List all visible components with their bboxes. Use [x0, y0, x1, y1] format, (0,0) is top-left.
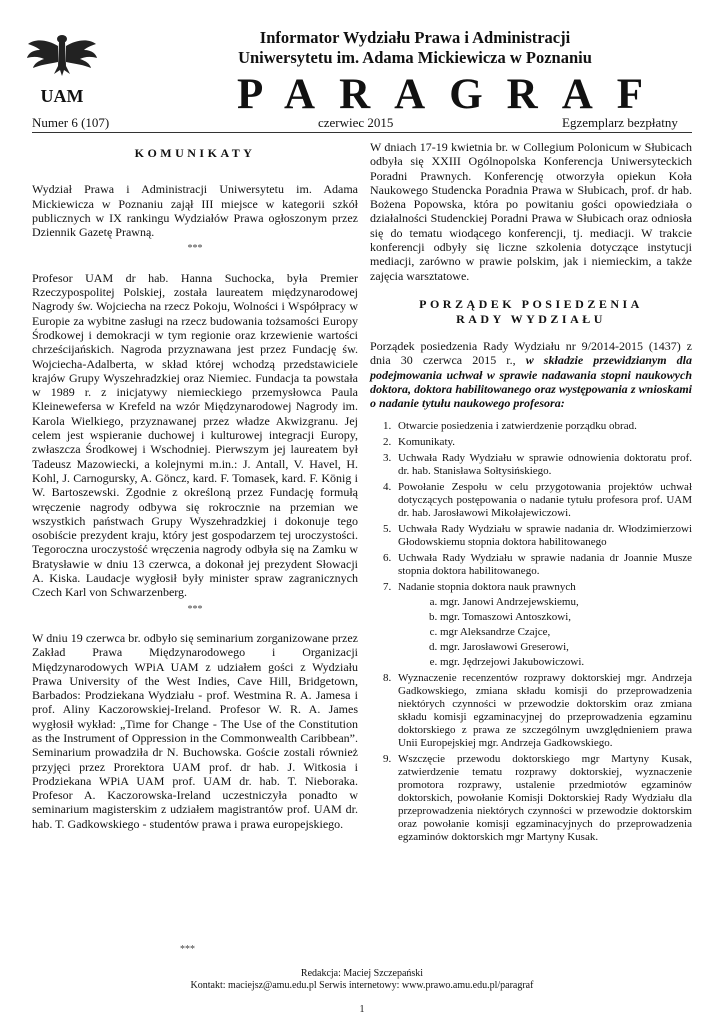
agenda-subitem: d. mgr. Jarosławowi Greserowi,: [440, 641, 692, 654]
news-seminar: W dniu 19 czerwca br. odbyło się seminarium zorganizowane przez Zakład Prawa Międzynarodowego i Organizacji Międzynarodowych WPiA UAM z udziałem gości z Wydziału Prawa University of the West Indies, Cave Hill, Bridgetown, Barbados: Prodziekana Wydziału - prof. Westmina R. A. Jamesa i prof. Aliny Kaczorowskiej-Ireland. Profesor W. R. A. James wygłosił wykład: „Time for Change - The Use of the Constitution as the Instrument of Oppression in the Commonwealth Caribbean”. Seminarium prowadziła dr N. Buchowska. Goście zostali również przyjęci przez Prorektora UAM prof. dr hab. J. Witkosia i Prodziekana WPiA UAM prof. UAM dr. hab. T. Nieboraka. Profesor A. Kaczorowska-Ireland uczestniczyła ponadto w seminarium magisterskim z udziałem magistrantów prof. UAM dr. hab. T. Gadkowskiego - studentów prawa i prawa europejskiego.: [32, 630, 358, 831]
section-heading-komunikaty: KOMUNIKATY: [134, 146, 256, 160]
agenda-intro: [370, 339, 692, 410]
news-ranking: Wydział Prawa i Administracji Uniwersytetu im. Adama Mickiewicza w Poznaniu zajął III miejsce w kategorii szkół publicznych w IX rankingu Wydziałów Prawa ogłoszonym przez Dziennik Gazetę Prawną.: [32, 182, 358, 240]
separator: ***: [187, 603, 203, 615]
separator: ***: [187, 243, 203, 255]
news-conference: W dniach 17-19 kwietnia br. w Collegium Polonicum w Słubicach odbyła się XXIII Ogólnopolska Konferencja Uniwersyteckich Poradni Prawnych. Konferencję otworzyła opiekun Koła Naukowego Studencka Poradnia Prawa w Słubicach, prof. dr hab. Bożena Popowska, która po powitaniu gości opowiedziała o działalności Studenckiej Poradni Prawa w Słubicach oraz odniosła się do tematu wiodącego konferencji, tj. mediacji. W trakcie konferencji odbyły się liczne szkolenia dotyczące instytucji mediacji, zarówno w prawie polskim, jak i niemieckim, a także zajęcia warsztatowe.: [370, 140, 692, 283]
agenda-subitem: e. mgr. Jędrzejowi Jakubowiczowi.: [440, 656, 692, 669]
logo-text: UAM: [40, 86, 84, 106]
agenda-item: 5. Uchwała Rady Wydziału w sprawie nadania dr. Włodzimierzowi Głodowskiemu stopnia doktora habilitowanego: [394, 523, 692, 549]
agenda-item: 4. Powołanie Zespołu w celu przygotowania projektów uchwał dotyczących postępowania o nadanie tytułu profesora prof. UAM dr. hab. Jarosławowi Mikołajewiczowi.: [394, 481, 692, 520]
agenda-list: [370, 420, 692, 844]
footer-separator: ***: [180, 944, 195, 955]
right-column: [370, 140, 692, 847]
agenda-item: 6. Uchwała Rady Wydziału w sprawie nadania dr Joannie Musze stopnia doktora habilitowanego.: [394, 552, 692, 578]
agenda-item-doctorates: [394, 581, 692, 669]
header-rule: [32, 132, 692, 133]
agenda-subitem: c. mgr Aleksandrze Czajce,: [440, 626, 692, 639]
issue-number: Numer 6 (107): [32, 115, 110, 130]
masthead-title: PARAGRAF: [236, 71, 668, 118]
agenda-item: 9. Wszczęcie przewodu doktorskiego mgr Martyny Kusak, zatwierdzenie tematu rozprawy doktorskiej, wyznaczenie promotora rozprawy, ustalenie przedmiotów egzaminów doktorskich, powołanie Komisji Doktorskiej Rady Wydziału dla przeprowadzenia niektórych czynności w przewodzie doktorskim oraz powołanie komisji egzaminacyjnych do przeprowadzenia egzaminów doktorskich mgr Martyny Kusak.: [394, 753, 692, 844]
left-column: [32, 140, 358, 831]
uam-logo: [24, 30, 100, 110]
agenda-subitem: a. mgr. Janowi Andrzejewskiemu,: [440, 596, 692, 609]
header-line2: Uniwersytetu im. Adama Mickiewicza w Poznaniu: [238, 48, 592, 67]
page-number: 1: [359, 1004, 365, 1015]
footer-editor: Redakcja: Maciej Szczepański: [300, 968, 424, 979]
footer-contact: Kontakt: maciejsz@amu.edu.pl Serwis internetowy: www.prawo.amu.edu.pl/paragraf: [190, 980, 534, 991]
issue-date: czerwiec 2015: [318, 115, 394, 130]
heading-line2: RADY WYDZIAŁU: [456, 311, 606, 326]
copy-note: Egzemplarz bezpłatny: [562, 115, 678, 130]
agenda-item-label: Nadanie stopnia doktora nauk prawnych: [398, 581, 576, 594]
section-heading-porzadek: [370, 297, 692, 327]
agenda-item: 3. Uchwała Rady Wydziału w sprawie odnowienia doktoratu prof. dr. hab. Stanisława Sołtysińskiego.: [394, 452, 692, 478]
news-suchocka: Profesor UAM dr hab. Hanna Suchocka, była Premier Rzeczypospolitej Polskiej, została laureatem międzynarodowej Nagrody św. Wojciecha na rzecz Pokoju, Wolności i Współpracy w Europie za wybitne zasługi na rzecz budowania tożsamości Europy Środkowej i demokracji w tym regionie oraz krzewienie wartości chrześcijańskich. Nagroda przyznawana jest przez Fundację św. Wojciecha-Adalberta, w skład której wchodzą przedstawiciele krajów Grupy Wyszehradzkiej oraz Niemiec. Fundacja ta powstała w 1989 r. z inicjatywy niemieckiego przemysłowca Paula Kleinewefersa w Krefeld na wzór Międzynarodowej Nagrody im. Karola Wielkiego, przyznawanej przez władze Akwizgranu. Jej celem jest wspieranie duchowej i kulturowej integracji Europy, zwłaszcza Środkowej i Wschodniej. Pierwszym jej laureatem był Tadeusz Mazowiecki, a kolejnymi m.in.: J. Antall, V. Havel, H. Kohl, J. Carnogursky, A. Göncz, kard. F. Tomasek, kard. F. König i W. Bartoszewski. Zgodnie z określoną przez Fundację formułą wręczenie nagrody odbywa się rokrocznie na przemian we wszystkich państwach Grupy Wyszehradzkiej i dokonuje tego osobiście prezydent kraju, który jest gospodarzem tej uroczystości. Tegoroczna uroczystość wręczenia nagrody odbyła się na Zamku w Bratysławie w dniu 13 czerwca, a dokonał jej prezydent Słowacji A. Kiska. Laudacje wygłosił były minister spraw zagranicznych Czech Karl von Schwarzenberg.: [32, 270, 358, 600]
agenda-sublist: [398, 596, 692, 669]
eagle-icon: [24, 30, 100, 110]
header-line1: Informator Wydziału Prawa i Administracji: [259, 28, 571, 47]
heading-line1: PORZĄDEK POSIEDZENIA: [419, 296, 643, 311]
agenda-intro-bold: w składzie przewidzianym dla podejmowania uchwał w sprawie nadawania stopni naukowych doktora, doktora habilitowanego oraz występowania z wnioskami o nadanie tytułu naukowego profesora:: [370, 353, 692, 411]
agenda-item: 1. Otwarcie posiedzenia i zatwierdzenie porządku obrad.: [394, 420, 692, 433]
agenda-intro-plain: Porządek posiedzenia Rady Wydziału nr 9/2014-2015 (1437) z dnia 30 czerwca 2015 r.,: [370, 338, 692, 368]
agenda-item: 8. Wyznaczenie recenzentów rozprawy doktorskiej mgr. Andrzeja Gadkowskiego, zmiana składu komisji do przeprowadzenia niektórych czynności w przewodzie doktorskim oraz zmiana składu komisji egzaminacyjnej do przeprowadzenia egzaminu doktorskiego z prawa ze szczególnym uwzględnieniem prawa Unii Europejskiej mgr. Andrzeja Gadkowskiego.: [394, 672, 692, 750]
agenda-subitem: b. mgr. Tomaszowi Antoszkowi,: [440, 611, 692, 624]
agenda-item: 2. Komunikaty.: [394, 436, 692, 449]
